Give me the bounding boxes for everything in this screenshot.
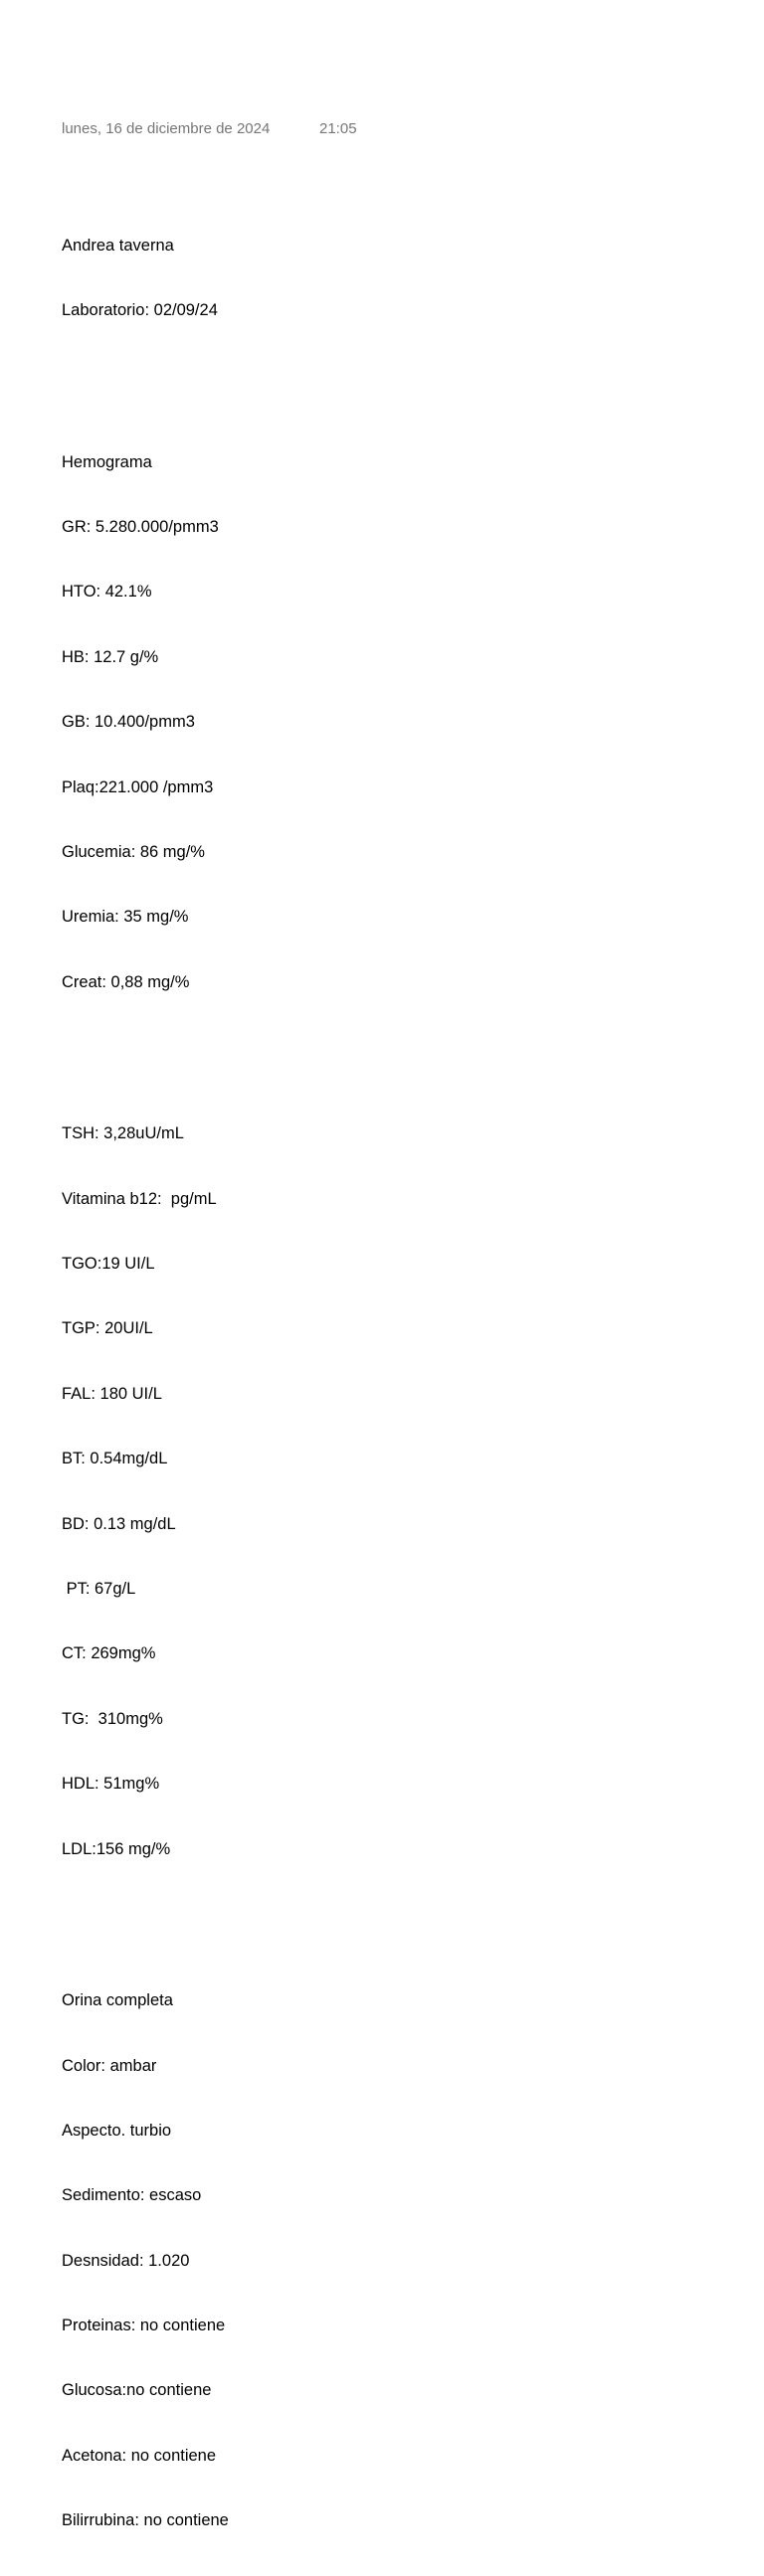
note-header	[62, 120, 357, 137]
hemograma-line: Plaq:221.000 /pmm3	[62, 777, 214, 796]
orina-title: Orina completa	[62, 1991, 173, 2010]
quimica-line: LDL:156 mg/%	[62, 1839, 171, 1858]
quimica-line: TG: 310mg%	[62, 1709, 163, 1728]
lab-date: Laboratorio: 02/09/24	[62, 300, 218, 319]
hemograma-line: Uremia: 35 mg/%	[62, 908, 189, 927]
orina-line: Sedimento: escaso	[62, 2186, 202, 2205]
patient-name: Andrea taverna	[62, 236, 174, 255]
quimica-line: Vitamina b12: pg/mL	[62, 1189, 217, 1208]
quimica-line: TSH: 3,28uU/mL	[62, 1124, 184, 1143]
quimica-line: TGO:19 UI/L	[62, 1255, 155, 1274]
hemograma-line: HTO: 42.1%	[62, 583, 152, 601]
blank-line	[62, 1904, 229, 1926]
hemograma-line: Creat: 0,88 mg/%	[62, 972, 190, 991]
orina-line: Glucosa:no contiene	[62, 2381, 212, 2400]
quimica-line: BT: 0.54mg/dL	[62, 1450, 168, 1468]
hemograma-line: Glucemia: 86 mg/%	[62, 842, 205, 861]
note-time: 21:05	[319, 120, 357, 137]
orina-line: Proteinas: no contiene	[62, 2317, 226, 2335]
blank-line	[62, 365, 229, 387]
hemograma-line: GB: 10.400/pmm3	[62, 713, 195, 732]
note-date: lunes, 16 de diciembre de 2024	[62, 120, 271, 137]
quimica-line: PT: 67g/L	[62, 1580, 136, 1598]
orina-line: Desnsidad: 1.020	[62, 2251, 190, 2270]
quimica-line: TGP: 20UI/L	[62, 1319, 153, 1338]
blank-line	[62, 1037, 229, 1059]
note-body[interactable]	[62, 192, 229, 2576]
quimica-line: HDL: 51mg%	[62, 1775, 160, 1794]
hemograma-line: HB: 12.7 g/%	[62, 647, 159, 666]
quimica-line: BD: 0.13 mg/dL	[62, 1514, 176, 1533]
quimica-line: FAL: 180 UI/L	[62, 1384, 162, 1403]
hemograma-line: GR: 5.280.000/pmm3	[62, 517, 219, 536]
quimica-line: CT: 269mg%	[62, 1644, 156, 1663]
orina-line: Aspecto. turbio	[62, 2121, 172, 2140]
hemograma-title: Hemograma	[62, 452, 152, 471]
orina-line: Acetona: no contiene	[62, 2446, 217, 2465]
orina-line: Color: ambar	[62, 2056, 157, 2075]
orina-line: Bilirrubina: no contiene	[62, 2511, 229, 2530]
